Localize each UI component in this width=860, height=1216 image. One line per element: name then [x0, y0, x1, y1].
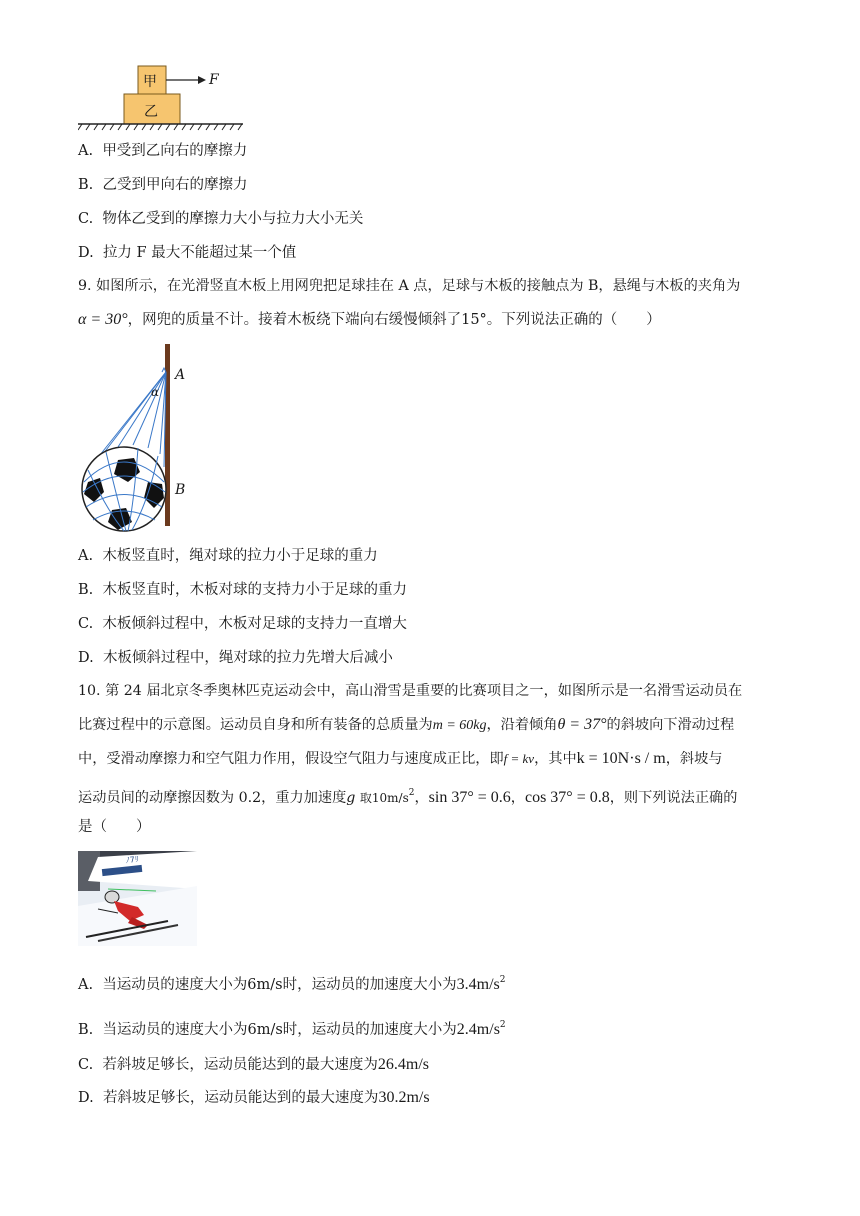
- point-b-label: B: [175, 482, 186, 498]
- sin-equation: sin 37° = 0.6: [428, 789, 511, 806]
- k-equation: k = 10N·s / m: [576, 750, 666, 767]
- q8-option-c: C. 物体乙受到的摩擦力大小与拉力大小无关: [78, 211, 364, 227]
- q8-option-a: A. 甲受到乙向右的摩擦力: [78, 143, 248, 159]
- q8-option-b: B. 乙受到甲向右的摩擦力: [78, 177, 248, 193]
- q10-stem-line5: 是（ ）: [78, 819, 151, 835]
- q8-option-d: D. 拉力 F 最大不能超过某一个值: [78, 245, 297, 261]
- block-yi-label: 乙: [144, 104, 158, 120]
- q10-option-c: C. 若斜坡足够长，运动员能达到的最大速度为26.4m/s: [78, 1056, 430, 1073]
- q9-option-b: B. 木板竖直时，木板对球的支持力小于足球的重力: [78, 582, 407, 598]
- q9-option-d: D. 木板倾斜过程中，绳对球的拉力先增大后减小: [78, 650, 393, 666]
- svg-text:ﾉ7ﾘ: ﾉ7ﾘ: [125, 854, 140, 865]
- alpha-angle-label: α: [151, 385, 160, 399]
- alpha-equation: α = 30°: [78, 311, 128, 328]
- blocks-figure: [78, 62, 248, 132]
- q9-stem-line1: 9. 如图所示，在光滑竖直木板上用网兜把足球挂在 A 点，足球与木板的接触点为 B，悬绳与木板的夹角为: [78, 278, 741, 294]
- force-f-label: F: [209, 72, 219, 88]
- drag-equation: f = kv: [503, 751, 535, 766]
- q10-option-d: D. 若斜坡足够长，运动员能达到的最大速度为30.2m/s: [78, 1089, 430, 1106]
- q10-stem-line1: 10. 第 24 届北京冬季奥林匹克运动会中，高山滑雪是重要的比赛项目之一，如图所示是一名滑雪运动员在: [78, 683, 743, 699]
- q9-stem-line2: α = 30°，网兜的质量不计。接着木板绕下端向右缓慢倾斜了15°。下列说法正确的（ ）: [78, 311, 661, 328]
- cos-equation: cos 37° = 0.8: [524, 789, 610, 806]
- q10-option-b: B. 当运动员的速度大小为6m/s时，运动员的加速度大小为$2.4m/s^2$: [78, 1020, 506, 1038]
- q10-stem-line4: 运动员间的动摩擦因数为 0.2，重力加速度g 取$10m/s^2$，sin 37° = 0.6，cos 37° = 0.8，则下列说法正确的: [78, 788, 738, 806]
- theta-equation: θ = 37°: [557, 716, 607, 733]
- q10-stem-line3: 中，受滑动摩擦力和空气阻力作用，假设空气阻力与速度成正比，即f = kv，其中k = 10N·s / m，斜坡与: [78, 750, 723, 767]
- q9-option-a: A. 木板竖直时，绳对球的拉力小于足球的重力: [78, 548, 378, 564]
- mass-equation: m = 60kg: [432, 718, 487, 733]
- skier-photo: [78, 851, 197, 946]
- q10-stem-line2: 比赛过程中的示意图。运动员自身和所有装备的总质量为m = 60kg，沿着倾角θ = 37°的斜坡向下滑动过程: [78, 716, 735, 733]
- point-a-label: A: [175, 367, 186, 383]
- q10-option-a: A. 当运动员的速度大小为6m/s时，运动员的加速度大小为$3.4m/s^2$: [78, 975, 506, 993]
- block-jia-label: 甲: [143, 74, 157, 90]
- q9-option-c: C. 木板倾斜过程中，木板对足球的支持力一直增大: [78, 616, 407, 632]
